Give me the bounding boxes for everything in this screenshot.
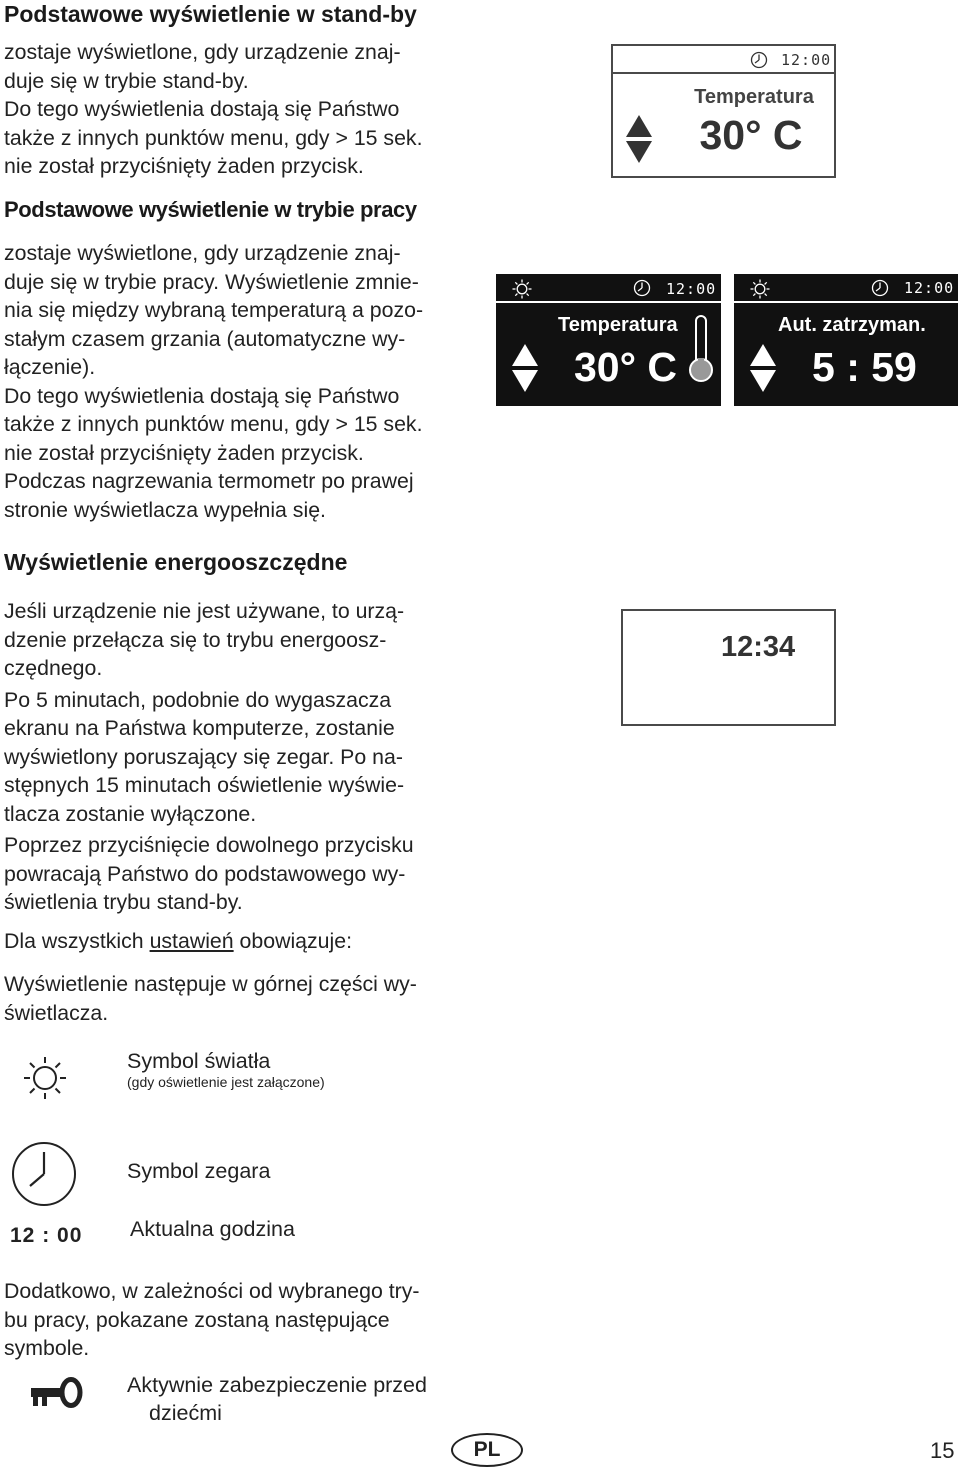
paragraph-eco [4,597,464,917]
up-down-arrows-icon [624,113,654,165]
paragraph-top-display [4,970,464,1027]
up-down-arrows-icon [510,342,540,394]
text-line: symbole. [4,1336,90,1360]
key-icon [29,1376,83,1410]
text-line: świetlenia trybu stand-by. [4,890,243,914]
display-divider [613,72,834,74]
display-time: 12:34 [721,631,796,663]
heading-work: Podstawowe wyświetlenie w trybie pracy [4,197,417,222]
display-divider [496,301,721,303]
display-eco [621,609,836,726]
text-line: duje się w trybie stand-by. [4,68,249,93]
paragraph-work [4,239,464,524]
display-work-timer [734,274,958,406]
display-label: Temperatura [694,86,814,108]
page-number: 15 [930,1438,955,1463]
display-value: 30° C [574,344,678,390]
symbol-light-sub: (gdy oświetlenie jest załączone) [127,1074,325,1090]
language-badge: PL [451,1433,523,1467]
heading-eco: Wyświetlenie energooszczędne [4,549,348,575]
display-label: Aut. zatrzyman. [778,314,926,336]
clock-icon [10,1140,78,1208]
clock-icon [871,279,889,297]
text-line: Do tego wyświetlenia dostają się Państwo [4,97,400,121]
settings-prefix: Dla wszystkich [4,929,150,953]
light-icon [22,1055,68,1101]
display-time: 12:00 [781,51,832,69]
paragraph-standby [4,38,464,181]
text-line: stałym czasem grzania (automatyczne wy- [4,326,406,351]
display-time: 12:00 [904,279,955,297]
text-line: także z innych punktów menu, gdy > 15 sek. [4,125,423,150]
text-line: Do tego wyświetlenia dostają się Państwo [4,383,400,408]
settings-link[interactable]: ustawień [149,929,234,953]
text-line: świetlacza. [4,1000,109,1025]
text-line: duje się w trybie pracy. Wyświetlenie zmnie- [4,269,419,294]
text-line: wyświetlony poruszający się zegar. Po na- [4,744,403,769]
text-line: Podczas nagrzewania termometr po prawej [4,469,414,493]
symbol-time-label: Aktualna godzina [130,1217,295,1241]
paragraph-extra-symbols [4,1277,464,1363]
text-line: ekranu na Państwa komputerze, zostanie [4,716,395,740]
symbol-lock-label-2: dziećmi [149,1401,222,1425]
thermometer-icon [688,314,716,384]
display-time: 12:00 [666,280,717,298]
symbol-clock-label: Symbol zegara [127,1159,271,1183]
display-work-temperature [496,274,721,406]
clock-icon [750,51,768,69]
text-line: zostaje wyświetlone, gdy urządzenie znaj- [4,241,401,265]
text-line: tlacza zostanie wyłączone. [4,801,257,826]
text-line: Jeśli urządzenie nie jest używane, to urzą- [4,599,405,623]
text-line: stępnych 15 minutach oświetlenie wyświe- [4,773,405,797]
text-line: łączenie). [4,355,96,379]
symbol-lock-label-1: Aktywnie zabezpieczenie przed [127,1373,427,1397]
display-value: 5 : 59 [812,344,917,390]
settings-suffix: obowiązuje: [233,929,353,953]
text-line: Po 5 minutach, podobnie do wygaszacza [4,687,392,712]
light-icon [750,279,770,299]
display-value: 30° C [699,112,803,158]
text-line: czędnego. [4,656,103,680]
text-line: dzenie przełącza się to trybu energoosz- [4,627,387,652]
text-line: nia się między wybraną temperaturą a pozo- [4,298,424,322]
clock-icon [633,279,651,297]
light-icon [512,279,532,299]
up-down-arrows-icon [748,342,778,394]
display-label: Temperatura [558,314,678,336]
text-line: Dodatkowo, w zależności od wybranego try- [4,1279,420,1303]
text-line: Wyświetlenie następuje w górnej części wy- [4,972,417,996]
text-line: Poprzez przyciśnięcie dowolnego przycisku [4,833,414,857]
text-line: zostaje wyświetlone, gdy urządzenie znaj- [4,40,401,64]
settings-line [4,927,464,956]
text-line: powracają Państwo do podstawowego wy- [4,861,406,886]
time-sample: 12 : 00 [10,1224,83,1247]
text-line: także z innych punktów menu, gdy > 15 sek. [4,412,423,436]
symbol-light-label: Symbol światła [127,1049,271,1073]
text-line: bu pracy, pokazane zostaną następujące [4,1307,390,1332]
text-line: nie został przyciśnięty żaden przycisk. [4,440,364,465]
text-line: stronie wyświetlacza wypełnia się. [4,497,326,522]
heading-standby: Podstawowe wyświetlenie w stand-by [4,1,417,27]
text-line: nie został przyciśnięty żaden przycisk. [4,154,364,178]
display-divider [734,301,958,303]
